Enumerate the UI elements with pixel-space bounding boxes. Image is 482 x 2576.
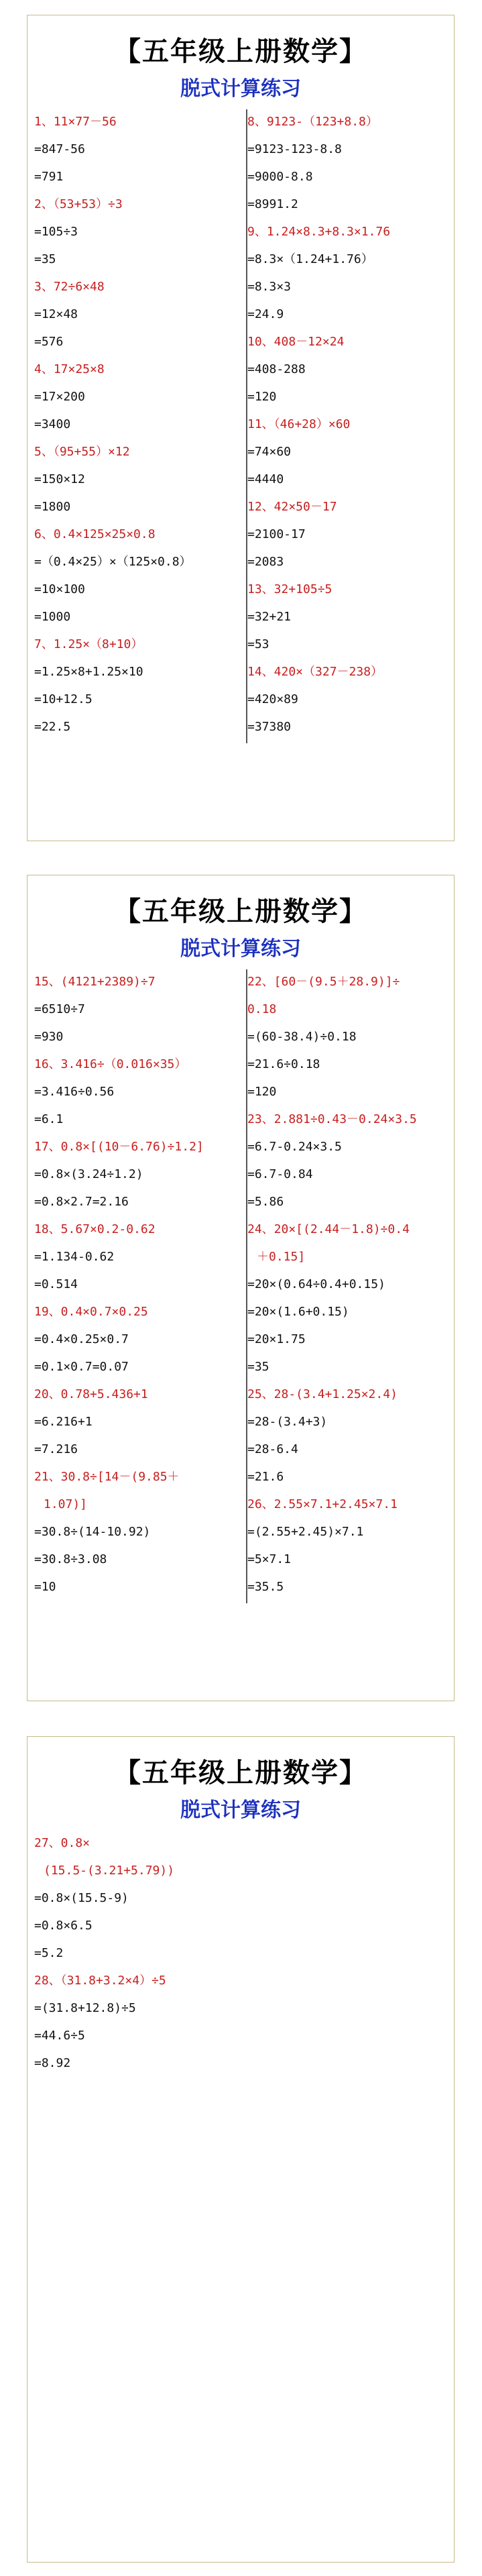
answer-line: =24.9 (247, 307, 284, 321)
answer-line: =9000-8.8 (247, 170, 313, 184)
answer-line: =6.7-0.24×3.5 (247, 1140, 342, 1154)
problem-line: 6、0.4×125×25×0.8 (34, 527, 156, 541)
left-column (34, 1829, 247, 2077)
answer-line: =1.134-0.62 (34, 1250, 115, 1264)
answer-line: =408-288 (247, 362, 306, 376)
problem-line: 7、1.25×（8+10） (34, 637, 143, 651)
problem-line: 19、0.4×0.7×0.25 (34, 1305, 148, 1319)
answer-line: =6.1 (34, 1112, 64, 1126)
answer-line: =9123-123-8.8 (247, 142, 342, 156)
answer-line: =44.6÷5 (34, 2029, 85, 2043)
answer-line: =2083 (247, 555, 284, 569)
answer-line: =53 (247, 637, 269, 651)
answer-line: =10 (34, 1580, 56, 1594)
answer-line: =7.216 (34, 1442, 78, 1456)
answer-line: =32+21 (247, 610, 292, 624)
answer-line: =420×89 (247, 692, 298, 706)
answer-line: =120 (247, 1085, 277, 1099)
answer-line: =30.8÷3.08 (34, 1552, 107, 1566)
answer-line: =847-56 (34, 142, 85, 156)
problem-line: 9、1.24×8.3+8.3×1.76 (247, 225, 391, 239)
answer-line: =6.7-0.84 (247, 1167, 313, 1181)
answer-line: =(2.55+2.45)×7.1 (247, 1525, 364, 1539)
answer-line: =35 (34, 252, 56, 266)
problem-line: 27、0.8× (34, 1836, 91, 1850)
problem-line: 25、28-(3.4+1.25×2.4) (247, 1387, 398, 1401)
answer-line: =（0.4×25）×（125×0.8） (34, 555, 192, 569)
answer-line: =30.8÷(14-10.92) (34, 1525, 151, 1539)
page-subtitle: 脱式计算练习 (180, 77, 301, 101)
answer-line: =8.92 (34, 2056, 71, 2070)
problem-line: 13、32+105÷5 (247, 582, 333, 596)
answer-line: =1000 (34, 610, 71, 624)
problem-line: 1.07)] (44, 1497, 88, 1511)
answer-line: =35.5 (247, 1580, 284, 1594)
answer-line: =0.8×2.7=2.16 (34, 1195, 129, 1209)
answer-line: =20×1.75 (247, 1332, 306, 1346)
problem-line: 17、0.8×[(10－6.76)÷1.2] (34, 1140, 204, 1154)
problem-line: 0.18 (247, 1002, 277, 1016)
page-title: 【五年级上册数学】 (114, 1758, 367, 1788)
page-title: 【五年级上册数学】 (114, 896, 367, 927)
answer-line: =(31.8+12.8)÷5 (34, 2001, 136, 2015)
problem-line: (15.5-(3.21+5.79)) (44, 1864, 175, 1878)
answer-line: =20×(0.64÷0.4+0.15) (247, 1277, 385, 1291)
answer-line: =105÷3 (34, 225, 78, 239)
answer-line: =35 (247, 1360, 269, 1374)
answer-line: =1800 (34, 500, 71, 514)
answer-line: =3400 (34, 417, 71, 431)
problem-line: 5、（95+55）×12 (34, 445, 130, 459)
answer-line: =37380 (247, 720, 292, 734)
answer-line: =21.6÷0.18 (247, 1057, 320, 1071)
answer-line: =17×200 (34, 390, 85, 404)
answer-line: =22.5 (34, 720, 71, 734)
answer-line: =10+12.5 (34, 692, 93, 706)
problem-line: 26、2.55×7.1+2.45×7.1 (247, 1497, 398, 1511)
problem-line: 4、17×25×8 (34, 362, 105, 376)
problem-line: 21、30.8÷[14－(9.85＋ (34, 1470, 180, 1484)
answer-line: =6510÷7 (34, 1002, 85, 1016)
answer-line: =5.2 (34, 1946, 64, 1960)
page-subtitle: 脱式计算练习 (180, 1799, 301, 1822)
answer-line: =10×100 (34, 582, 85, 596)
page-subtitle: 脱式计算练习 (180, 937, 301, 961)
answer-line: =6.216+1 (34, 1415, 93, 1429)
problem-line: 28、（31.8+3.2×4）÷5 (34, 1974, 166, 1988)
answer-line: =(60-38.4)÷0.18 (247, 1030, 357, 1044)
problem-line: 2、（53+53）÷3 (34, 197, 123, 211)
problem-line: 3、72÷6×48 (34, 280, 105, 294)
answer-line: =0.4×0.25×0.7 (34, 1332, 129, 1346)
right-column (247, 968, 461, 1601)
problem-line: 20、0.78+5.436+1 (34, 1387, 148, 1401)
problem-line: 23、2.881÷0.43－0.24×3.5 (247, 1112, 417, 1126)
answer-line: =20×(1.6+0.15) (247, 1305, 349, 1319)
answer-line: =74×60 (247, 445, 292, 459)
answer-line: =4440 (247, 472, 284, 486)
worksheet-page-1 (27, 15, 455, 841)
right-column (247, 108, 461, 741)
problem-line: 14、420×（327－238） (247, 665, 383, 679)
answer-line: =576 (34, 335, 64, 349)
answer-line: =791 (34, 170, 64, 184)
problem-line: 12、42×50－17 (247, 500, 337, 514)
answer-line: =28-6.4 (247, 1442, 298, 1456)
answer-line: =21.6 (247, 1470, 284, 1484)
answer-line: =3.416÷0.56 (34, 1085, 115, 1099)
answer-line: =0.8×(3.24÷1.2) (34, 1167, 143, 1181)
left-column (34, 108, 247, 741)
left-column (34, 968, 247, 1601)
answer-line: =120 (247, 390, 277, 404)
answer-line: =0.514 (34, 1277, 78, 1291)
answer-line: =1.25×8+1.25×10 (34, 665, 143, 679)
page-title: 【五年级上册数学】 (114, 36, 367, 67)
problem-line: 11、（46+28）×60 (247, 417, 351, 431)
problem-line: ＋0.15] (257, 1250, 306, 1264)
problem-line: 1、11×77－56 (34, 115, 117, 129)
answer-line: =5.86 (247, 1195, 284, 1209)
answer-line: =0.1×0.7=0.07 (34, 1360, 129, 1374)
problem-line: 8、9123-（123+8.8） (247, 115, 378, 129)
problem-line: 22、[60－(9.5＋28.9)]÷ (247, 975, 400, 989)
problem-line: 18、5.67×0.2-0.62 (34, 1222, 156, 1236)
worksheet-page-2 (27, 875, 455, 1701)
answer-line: =8.3×（1.24+1.76） (247, 252, 373, 266)
answer-line: =8991.2 (247, 197, 298, 211)
answer-line: =28-(3.4+3) (247, 1415, 328, 1429)
problem-line: 16、3.416÷（0.016×35） (34, 1057, 187, 1071)
answer-line: =150×12 (34, 472, 85, 486)
answer-line: =5×7.1 (247, 1552, 292, 1566)
problem-line: 10、408－12×24 (247, 335, 345, 349)
answer-line: =0.8×6.5 (34, 1919, 93, 1933)
worksheet-page-3 (27, 1736, 455, 2563)
answer-line: =0.8×(15.5-9) (34, 1891, 129, 1905)
problem-line: 15、(4121+2389)÷7 (34, 975, 156, 989)
answer-line: =930 (34, 1030, 64, 1044)
problem-line: 24、20×[(2.44－1.8)÷0.4 (247, 1222, 410, 1236)
answer-line: =12×48 (34, 307, 78, 321)
answer-line: =8.3×3 (247, 280, 292, 294)
answer-line: =2100-17 (247, 527, 306, 541)
